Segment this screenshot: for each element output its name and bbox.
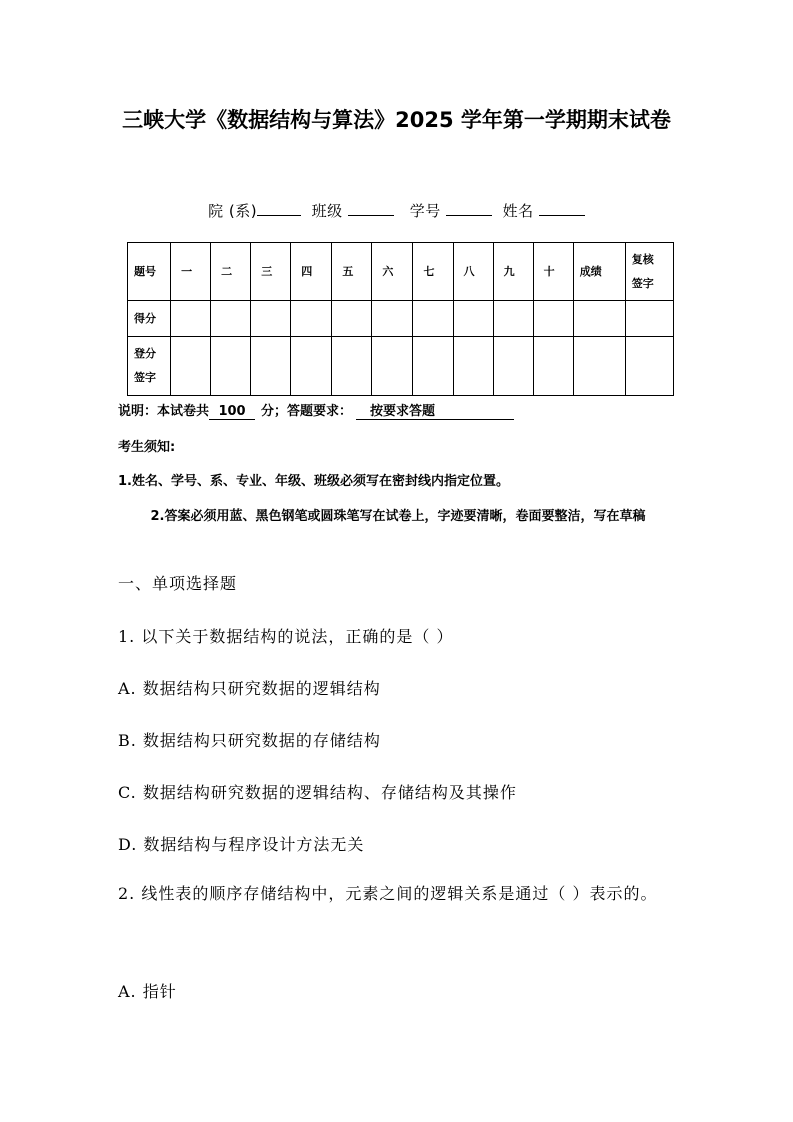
dept-label: 院 (系) — [208, 202, 258, 220]
name-label: 姓名 — [502, 202, 534, 220]
score-cell[interactable] — [332, 337, 372, 396]
score-table-row — [128, 301, 674, 337]
score-cell[interactable] — [533, 301, 573, 337]
header-cell: 三 — [251, 243, 291, 301]
question-2-option-a[interactable]: A. 指针 — [118, 982, 177, 1001]
row-label: 得分 — [128, 301, 171, 337]
dept-blank[interactable] — [257, 201, 301, 216]
student-info-line — [0, 200, 793, 221]
score-cell[interactable] — [291, 301, 332, 337]
score-table-header-row — [128, 243, 674, 301]
question-1-option-a[interactable]: A. 数据结构只研究数据的逻辑结构 — [118, 679, 381, 698]
header-cell: 成绩 — [573, 243, 625, 301]
class-label: 班级 — [311, 202, 343, 220]
score-cell[interactable] — [413, 301, 453, 337]
header-cell: 六 — [372, 243, 413, 301]
header-cell: 十 — [533, 243, 573, 301]
score-cell[interactable] — [332, 301, 372, 337]
score-cell[interactable] — [211, 301, 251, 337]
score-cell[interactable] — [493, 337, 533, 396]
score-cell[interactable] — [171, 301, 211, 337]
header-cell: 八 — [453, 243, 493, 301]
notice-rule-1: 1.姓名、学号、系、专业、年级、班级必须写在密封线内指定位置。 — [118, 474, 509, 489]
name-blank[interactable] — [539, 201, 585, 216]
score-cell[interactable] — [493, 301, 533, 337]
question-1-option-d[interactable]: D. 数据结构与程序设计方法无关 — [118, 835, 365, 854]
header-cell: 九 — [493, 243, 533, 301]
score-cell[interactable] — [573, 301, 625, 337]
score-cell[interactable] — [171, 337, 211, 396]
score-cell[interactable] — [251, 301, 291, 337]
score-cell[interactable] — [372, 337, 413, 396]
score-cell[interactable] — [625, 337, 673, 396]
header-cell: 一 — [171, 243, 211, 301]
score-cell[interactable] — [533, 337, 573, 396]
score-table-row — [128, 337, 674, 396]
score-cell[interactable] — [573, 337, 625, 396]
score-cell[interactable] — [453, 337, 493, 396]
score-cell[interactable] — [251, 337, 291, 396]
header-cell: 二 — [211, 243, 251, 301]
score-cell[interactable] — [372, 301, 413, 337]
score-table — [127, 242, 674, 396]
id-label: 学号 — [409, 202, 441, 220]
header-cell: 五 — [332, 243, 372, 301]
exam-title: 三峡大学《数据结构与算法》2025 学年第一学期期末试卷 — [122, 108, 671, 132]
score-cell[interactable] — [625, 301, 673, 337]
exam-note — [118, 400, 514, 420]
total-score: 100 — [209, 404, 255, 420]
header-cell: 七 — [413, 243, 453, 301]
notice-rule-2: 2.答案必须用蓝、黑色钢笔或圆珠笔写在试卷上，字迹要清晰，卷面要整洁，写在草稿 — [150, 509, 646, 524]
notice-heading: 考生须知: — [118, 440, 176, 455]
class-blank[interactable] — [348, 201, 394, 216]
note-prefix: 说明：本试卷共 — [118, 404, 210, 419]
section-title: 一、单项选择题 — [118, 574, 238, 593]
row-label: 登分签字 — [128, 337, 171, 396]
score-cell[interactable] — [453, 301, 493, 337]
score-cell[interactable] — [211, 337, 251, 396]
answer-requirement: 按要求答题 — [356, 400, 514, 420]
score-cell[interactable] — [291, 337, 332, 396]
header-cell: 四 — [291, 243, 332, 301]
question-2-stem: 2. 线性表的顺序存储结构中，元素之间的逻辑关系是通过（ ）表示的。 — [118, 884, 658, 903]
question-1-option-c[interactable]: C. 数据结构研究数据的逻辑结构、存储结构及其操作 — [118, 783, 517, 802]
question-1-stem: 1. 以下关于数据结构的说法，正确的是（ ） — [118, 627, 454, 646]
score-cell[interactable] — [413, 337, 453, 396]
note-mid: 分；答题要求： — [261, 404, 353, 419]
id-blank[interactable] — [446, 201, 492, 216]
question-1-option-b[interactable]: B. 数据结构只研究数据的存储结构 — [118, 731, 381, 750]
header-cell: 复核签字 — [625, 243, 673, 301]
header-cell: 题号 — [128, 243, 171, 301]
